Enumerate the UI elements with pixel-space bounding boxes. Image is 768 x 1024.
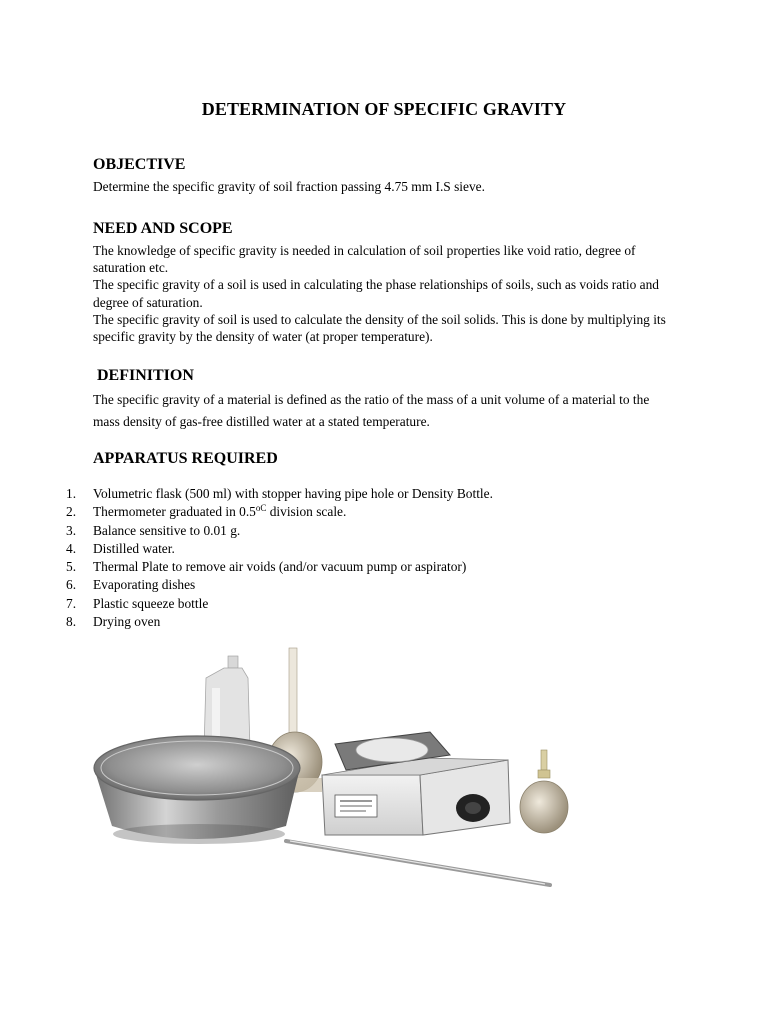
list-item bbox=[66, 540, 493, 558]
list-number: 4. bbox=[66, 540, 77, 556]
list-item bbox=[66, 485, 493, 503]
hot-plate-icon bbox=[322, 732, 510, 835]
need-scope-paragraph: The specific gravity of a soil is used in calculating the phase relationships of soils, such as voids ratio and degree of saturation. bbox=[93, 277, 659, 310]
objective-text: Determine the specific gravity of soil fraction passing 4.75 mm I.S sieve. bbox=[93, 179, 485, 194]
list-item-text: Volumetric flask (500 ml) with stopper having pipe hole or Density Bottle. bbox=[93, 486, 493, 501]
list-item-text: Plastic squeeze bottle bbox=[93, 595, 209, 611]
list-item bbox=[66, 503, 493, 521]
list-number: 5. bbox=[66, 559, 77, 575]
definition-heading: DEFINITION bbox=[97, 367, 194, 384]
need-scope-paragraph: The knowledge of specific gravity is needed in calculation of soil properties like void ratio, degree of saturation etc. bbox=[93, 243, 636, 276]
list-item-text bbox=[93, 503, 346, 521]
list-item-text: Balance sensitive to 0.01 g. bbox=[93, 522, 241, 538]
list-item-text-before: Thermometer graduated in 0.5 bbox=[93, 504, 256, 520]
list-item bbox=[66, 613, 493, 631]
list-item-text: Distilled water. bbox=[93, 540, 175, 556]
thermometer-icon bbox=[286, 841, 550, 885]
degree-superscript: oC bbox=[255, 503, 267, 514]
definition-text: The specific gravity of a material is defined as the ratio of the mass of a unit volume of a material to the mass density of gas-free distilled water at a stated temperature. bbox=[93, 392, 650, 429]
list-item bbox=[66, 576, 493, 594]
page-title: DETERMINATION OF SPECIFIC GRAVITY bbox=[201, 99, 567, 119]
list-number: 1. bbox=[66, 486, 77, 501]
list-number: 2. bbox=[66, 504, 77, 520]
list-item bbox=[66, 595, 493, 613]
list-item-text: Thermal Plate to remove air voids (and/or vacuum pump or aspirator) bbox=[93, 559, 467, 575]
objective-heading: OBJECTIVE bbox=[93, 156, 186, 173]
apparatus-heading: APPARATUS REQUIRED bbox=[93, 450, 278, 467]
need-scope-paragraph: The specific gravity of soil is used to calculate the density of the soil solids. This is done by multiplying its specific gravity by the density of water (at proper temperature). bbox=[93, 311, 666, 345]
list-number: 3. bbox=[66, 522, 77, 538]
list-item-text: Drying oven bbox=[93, 614, 161, 630]
apparatus-photo bbox=[90, 640, 590, 890]
density-bottle-icon bbox=[520, 750, 568, 833]
list-number: 8. bbox=[66, 614, 77, 630]
need-scope-heading: NEED AND SCOPE bbox=[93, 220, 233, 237]
evaporating-dish-icon bbox=[94, 736, 300, 844]
list-number: 6. bbox=[66, 577, 77, 593]
need-scope-body bbox=[93, 242, 678, 345]
list-item bbox=[66, 522, 493, 540]
list-number: 7. bbox=[66, 595, 77, 611]
list-item bbox=[66, 558, 493, 576]
apparatus-list bbox=[66, 485, 493, 631]
list-item-text: Evaporating dishes bbox=[93, 577, 196, 593]
list-item-text-after: division scale. bbox=[266, 504, 347, 520]
